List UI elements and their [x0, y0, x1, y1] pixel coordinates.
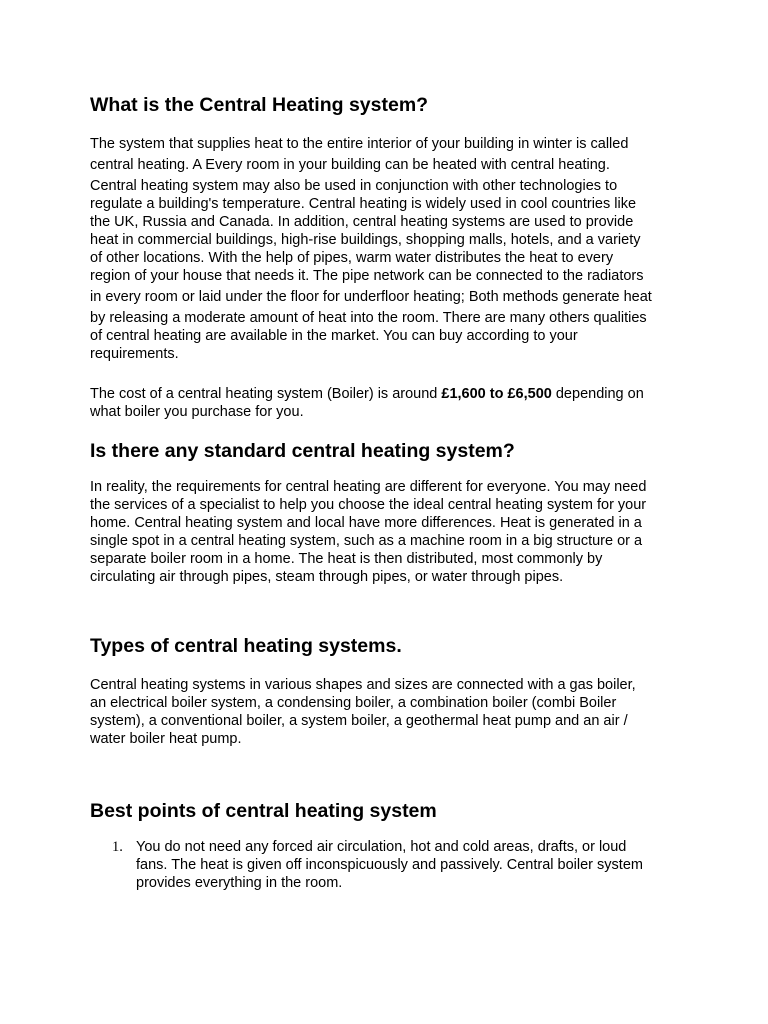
text-line: single spot in a central heating system, such as a machine room in a big structure or a	[90, 533, 643, 549]
text-line: regulate a building's temperature. Central heating is widely used in cool countries like	[90, 196, 637, 212]
heading-best-points: Best points of central heating system	[90, 800, 437, 822]
text-line: central heating. A Every room in your building can be heated with central heating.	[90, 157, 610, 173]
paragraph-types	[90, 676, 685, 748]
text-line: water boiler heat pump.	[90, 731, 242, 747]
text-line: In reality, the requirements for central heating are different for everyone. You may need	[90, 479, 647, 495]
text-line: of other locations. With the help of pipes, warm water distributes the heat to every	[90, 250, 614, 266]
text-line: You do not need any forced air circulation, hot and cold areas, drafts, or loud	[136, 839, 627, 855]
text-line: separate boiler room in a home. The heat is then distributed, most commonly by	[90, 551, 603, 567]
heading-standard-system: Is there any standard central heating system?	[90, 440, 515, 462]
text-line: of central heating are available in the market. You can buy according to your	[90, 328, 578, 344]
cost-value: £1,600 to £6,500	[441, 386, 552, 402]
text-line	[90, 385, 685, 403]
text-line: provides everything in the room.	[136, 875, 343, 891]
paragraph-standard	[90, 478, 685, 586]
text-line: an electrical boiler system, a condensing boiler, a combination boiler (combi Boiler	[90, 695, 617, 711]
heading-types: Types of central heating systems.	[90, 635, 402, 657]
text-line: the services of a specialist to help you choose the ideal central heating system for your	[90, 497, 647, 513]
heading-what-is-central-heating: What is the Central Heating system?	[90, 94, 429, 116]
text-line: in every room or laid under the floor for underfloor heating; Both methods generate heat	[90, 289, 652, 305]
best-points-list	[90, 838, 685, 892]
paragraph-intro	[90, 135, 685, 363]
text-line: system), a conventional boiler, a system boiler, a geothermal heat pump and an air /	[90, 713, 628, 729]
cost-prefix: The cost of a central heating system (Boiler) is around	[90, 386, 442, 402]
text-line: circulating air through pipes, steam through pipes, or water through pipes.	[90, 569, 564, 585]
text-line: requirements.	[90, 346, 179, 362]
text-line: by releasing a moderate amount of heat into the room. There are many others qualities	[90, 310, 647, 326]
text-line: Central heating systems in various shapes and sizes are connected with a gas boiler,	[90, 677, 636, 693]
text-line: Central heating system may also be used in conjunction with other technologies to	[90, 178, 618, 194]
text-line: the UK, Russia and Canada. In addition, central heating systems are used to provide	[90, 214, 634, 230]
list-number: 1.	[112, 839, 123, 855]
paragraph-cost	[90, 385, 685, 421]
text-line: fans. The heat is given off inconspicuously and passively. Central boiler system	[136, 857, 643, 873]
cost-suffix: depending on	[551, 386, 644, 402]
text-line: home. Central heating system and local have more differences. Heat is generated in a	[90, 515, 642, 531]
text-line: The system that supplies heat to the entire interior of your building in winter is called	[90, 136, 629, 152]
text-line: what boiler you purchase for you.	[90, 404, 304, 420]
list-item	[90, 838, 685, 892]
text-line: heat in commercial buildings, high-rise buildings, shopping malls, hotels, and a variety	[90, 232, 641, 248]
text-line: region of your house that needs it. The pipe network can be connected to the radiators	[90, 268, 644, 284]
